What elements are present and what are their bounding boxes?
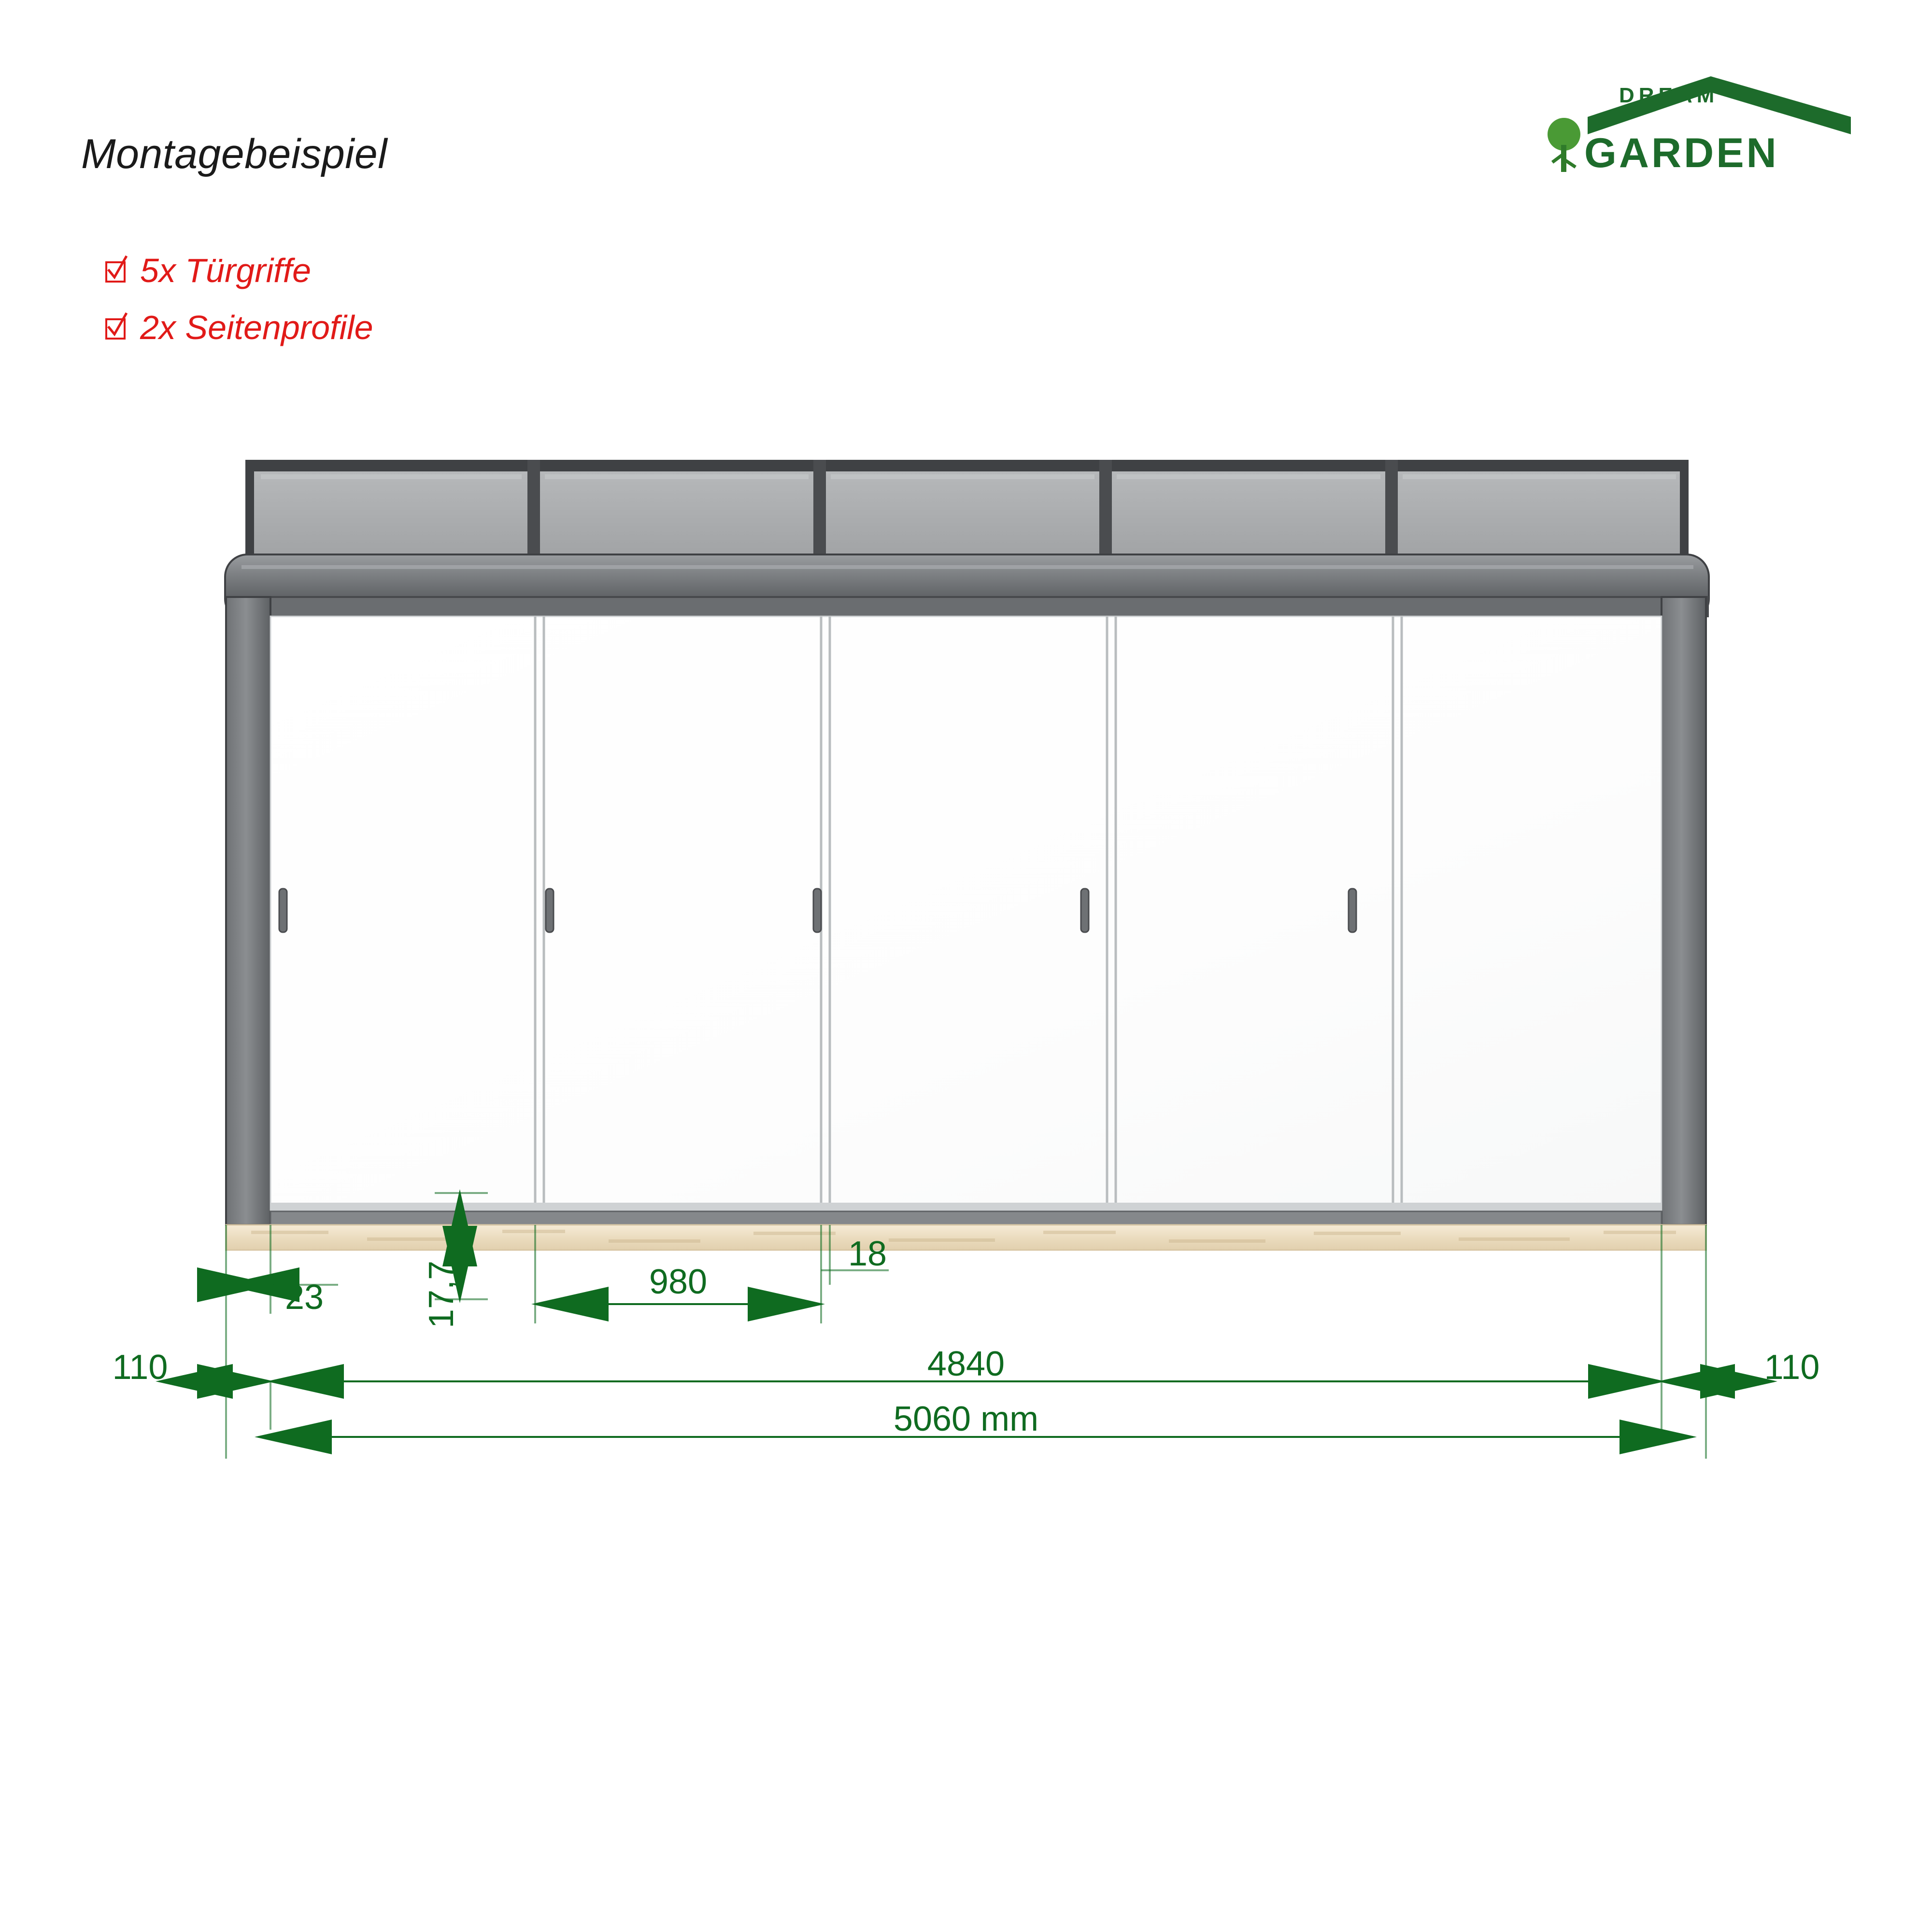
floor-sill <box>226 1225 1706 1250</box>
door-handle <box>279 889 287 932</box>
side-profile-left <box>226 597 270 1225</box>
logo-top-word: DREAM <box>1619 84 1719 107</box>
dim-980: 980 <box>649 1263 708 1301</box>
door-handle <box>546 889 554 932</box>
page-title: Montagebeispiel <box>81 131 387 177</box>
checklist-label: 5x Türgriffe <box>140 252 311 289</box>
dim-23: 23 <box>284 1278 324 1317</box>
checklist-label: 2x Seitenprofile <box>140 309 373 346</box>
door-handle <box>1081 889 1089 932</box>
dim-18: 18 <box>848 1235 887 1273</box>
logo-bottom-word: GARDEN <box>1584 130 1779 176</box>
dim-110-left: 110 <box>112 1348 168 1387</box>
dim-4840: 4840 <box>927 1345 1005 1383</box>
dim-total: 5060 mm <box>893 1400 1039 1438</box>
dimension-labels <box>113 1235 1820 1438</box>
sliding-door-panels <box>270 616 1662 1225</box>
side-profile-right <box>1662 597 1706 1225</box>
door-handle <box>1349 889 1356 932</box>
top-light-assembly <box>245 460 1689 561</box>
dim-17-7: 17,7 <box>422 1260 461 1329</box>
head-rail <box>225 554 1709 621</box>
door-handle <box>813 889 821 932</box>
dim-110-right: 110 <box>1764 1348 1820 1387</box>
